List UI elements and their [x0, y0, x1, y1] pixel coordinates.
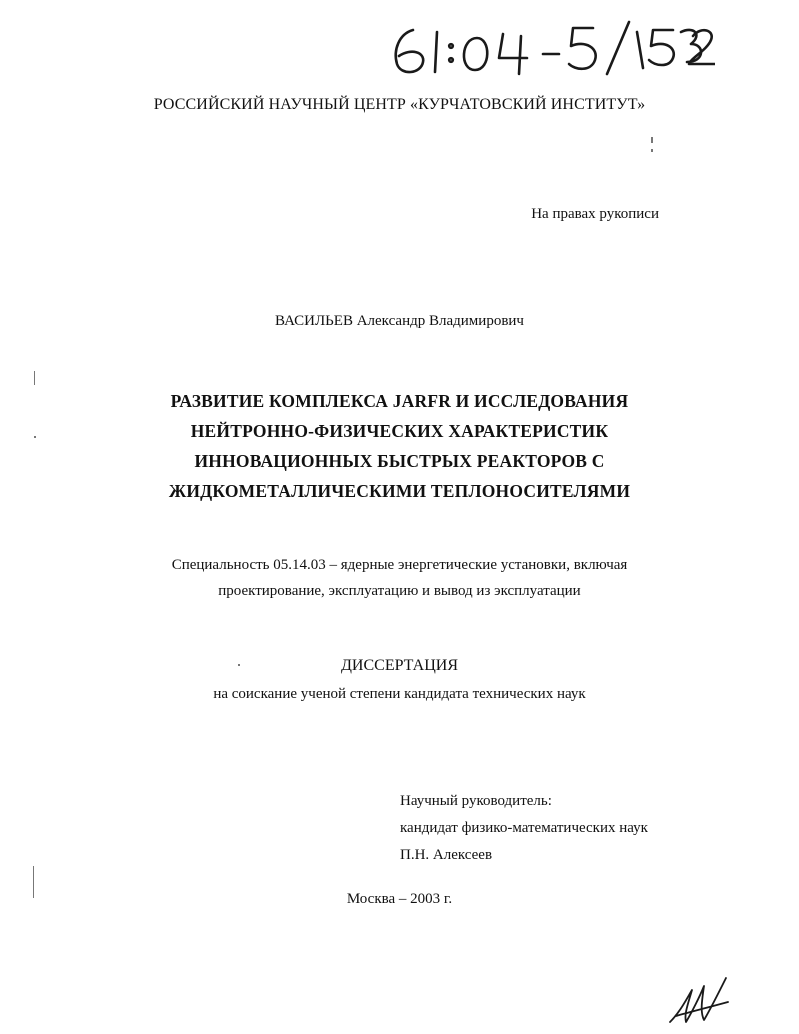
author-name: ВАСИЛЬЕВ Александр Владимирович: [275, 313, 524, 329]
dissertation-label: ДИССЕРТАЦИЯ: [341, 657, 458, 674]
supervisor-degree: кандидат физико-математических наук: [400, 820, 648, 836]
supervisor-block: [400, 788, 648, 869]
scan-speck: [238, 664, 240, 666]
manuscript-rights-note: На правах рукописи: [531, 206, 659, 222]
specialty-block: [0, 552, 799, 604]
scan-speck: [33, 866, 34, 898]
supervisor-name: П.Н. Алексеев: [400, 847, 493, 863]
scan-speck: [651, 149, 653, 152]
dissertation-title: [0, 386, 799, 506]
institute-name: РОССИЙСКИЙ НАУЧНЫЙ ЦЕНТР «КУРЧАТОВСКИЙ ИНСТИТУТ»: [153, 96, 646, 113]
handwritten-catalogue-code: [385, 18, 715, 78]
degree-purpose: на соискание ученой степени кандидата технических наук: [213, 686, 586, 702]
signature-mark: [666, 972, 736, 1028]
title-line: РАЗВИТИЕ КОМПЛЕКСА JARFR И ИССЛЕДОВАНИЯ: [170, 391, 629, 411]
specialty-line: Специальность 05.14.03 – ядерные энергетические установки, включая: [171, 557, 628, 573]
scan-speck: [651, 137, 653, 143]
supervisor-label: Научный руководитель:: [400, 793, 552, 809]
specialty-line: проектирование, эксплуатацию и вывод из эксплуатации: [218, 583, 581, 599]
scan-speck: [34, 371, 35, 385]
place-and-year: Москва – 2003 г.: [346, 891, 453, 907]
scan-speck: [34, 436, 36, 438]
title-line: ЖИДКОМЕТАЛЛИЧЕСКИМИ ТЕПЛОНОСИТЕЛЯМИ: [168, 481, 631, 501]
title-line: ИННОВАЦИОННЫХ БЫСТРЫХ РЕАКТОРОВ С: [194, 451, 605, 471]
title-line: НЕЙТРОННО-ФИЗИЧЕСКИХ ХАРАКТЕРИСТИК: [190, 421, 609, 441]
